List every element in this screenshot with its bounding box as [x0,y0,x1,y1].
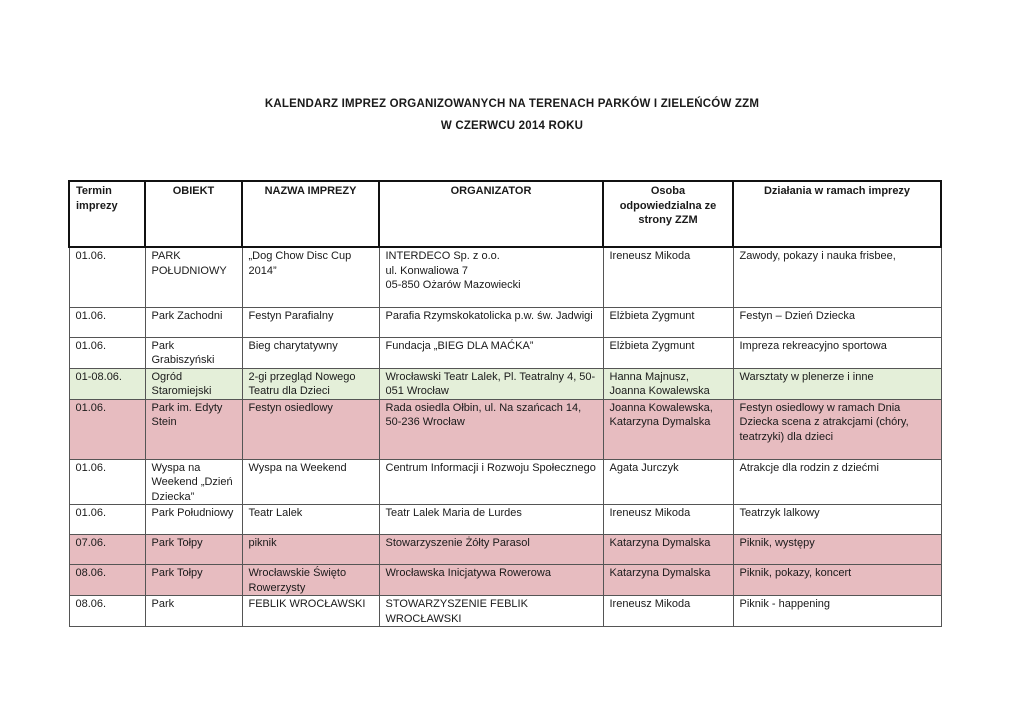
cell-nazwa: Festyn Parafialny [242,307,379,337]
cell-termin: 08.06. [69,565,145,596]
cell-dzialania: Impreza rekreacyjno sportowa [733,337,941,368]
cell-obiekt: Park Tołpy [145,565,242,596]
cell-nazwa: Wyspa na Weekend [242,459,379,505]
table-header-row [69,181,941,247]
cell-nazwa: Festyn osiedlowy [242,399,379,459]
cell-osoba: Hanna Majnusz, Joanna Kowalewska [603,368,733,399]
cell-osoba: Ireneusz Mikoda [603,505,733,535]
cell-obiekt: Park Zachodni [145,307,242,337]
cell-obiekt: Park [145,596,242,627]
cell-dzialania: Festyn – Dzień Dziecka [733,307,941,337]
cell-dzialania: Teatrzyk lalkowy [733,505,941,535]
cell-termin: 07.06. [69,535,145,565]
table-row [69,247,941,307]
cell-termin: 01.06. [69,247,145,307]
cell-dzialania: Festyn osiedlowy w ramach Dnia Dziecka scena z atrakcjami (chóry, teatrzyki) dla dzieci [733,399,941,459]
cell-termin: 01.06. [69,505,145,535]
cell-osoba: Elżbieta Zygmunt [603,337,733,368]
table-row [69,368,941,399]
cell-osoba: Agata Jurczyk [603,459,733,505]
cell-organizator: STOWARZYSZENIE FEBLIK WROCŁAWSKI [379,596,603,627]
header-termin: Termin imprezy [69,181,145,247]
cell-dzialania: Warsztaty w plenerze i inne [733,368,941,399]
header-obiekt: OBIEKT [145,181,242,247]
cell-termin: 01.06. [69,307,145,337]
cell-osoba: Katarzyna Dymalska [603,565,733,596]
cell-organizator: INTERDECO Sp. z o.o. ul. Konwaliowa 7 05-850 Ożarów Mazowiecki [379,247,603,307]
cell-osoba: Joanna Kowalewska, Katarzyna Dymalska [603,399,733,459]
table-row [69,307,941,337]
cell-obiekt: Park Południowy [145,505,242,535]
cell-osoba: Ireneusz Mikoda [603,596,733,627]
cell-nazwa: Bieg charytatywny [242,337,379,368]
cell-obiekt: Park im. Edyty Stein [145,399,242,459]
table-row [69,505,941,535]
document-title: KALENDARZ IMPREZ ORGANIZOWANYCH NA TERENACH PARKÓW I ZIELEŃCÓW ZZM [264,98,760,110]
cell-dzialania: Atrakcje dla rodzin z dziećmi [733,459,941,505]
cell-termin: 08.06. [69,596,145,627]
cell-organizator: Rada osiedla Ołbin, ul. Na szańcach 14, 50-236 Wrocław [379,399,603,459]
document-subtitle: W CZERWCU 2014 ROKU [440,120,584,132]
cell-organizator: Parafia Rzymskokatolicka p.w. św. Jadwigi [379,307,603,337]
cell-obiekt: Park Tołpy [145,535,242,565]
cell-nazwa: piknik [242,535,379,565]
header-osoba: Osoba odpowiedzialna ze strony ZZM [603,181,733,247]
cell-obiekt: Ogród Staromiejski [145,368,242,399]
cell-dzialania: Zawody, pokazy i nauka frisbee, [733,247,941,307]
events-table [68,180,942,627]
cell-obiekt: Park Grabiszyński [145,337,242,368]
cell-dzialania: Piknik, występy [733,535,941,565]
cell-organizator: Stowarzyszenie Żółty Parasol [379,535,603,565]
cell-organizator: Fundacja „BIEG DLA MAĆKA” [379,337,603,368]
cell-nazwa: Wrocławskie Święto Rowerzysty [242,565,379,596]
cell-obiekt: PARK POŁUDNIOWY [145,247,242,307]
cell-termin: 01.06. [69,459,145,505]
cell-obiekt: Wyspa na Weekend „Dzień Dziecka” [145,459,242,505]
cell-nazwa: „Dog Chow Disc Cup 2014” [242,247,379,307]
cell-osoba: Ireneusz Mikoda [603,247,733,307]
cell-termin: 01-08.06. [69,368,145,399]
cell-osoba: Elżbieta Zygmunt [603,307,733,337]
cell-dzialania: Piknik, pokazy, koncert [733,565,941,596]
cell-osoba: Katarzyna Dymalska [603,535,733,565]
header-nazwa: NAZWA IMPREZY [242,181,379,247]
table-row [69,337,941,368]
cell-organizator: Teatr Lalek Maria de Lurdes [379,505,603,535]
cell-nazwa: FEBLIK WROCŁAWSKI [242,596,379,627]
table-row [69,399,941,459]
cell-organizator: Wrocławska Inicjatywa Rowerowa [379,565,603,596]
cell-dzialania: Piknik - happening [733,596,941,627]
cell-termin: 01.06. [69,337,145,368]
header-dzialania: Działania w ramach imprezy [733,181,941,247]
cell-organizator: Centrum Informacji i Rozwoju Społecznego [379,459,603,505]
header-organizator: ORGANIZATOR [379,181,603,247]
cell-organizator: Wrocławski Teatr Lalek, Pl. Teatralny 4, 50-051 Wrocław [379,368,603,399]
table-body [69,247,941,627]
cell-termin: 01.06. [69,399,145,459]
cell-nazwa: 2-gi przegląd Nowego Teatru dla Dzieci [242,368,379,399]
cell-nazwa: Teatr Lalek [242,505,379,535]
table-row [69,535,941,565]
table-row [69,565,941,596]
table-row [69,596,941,627]
table-row [69,459,941,505]
